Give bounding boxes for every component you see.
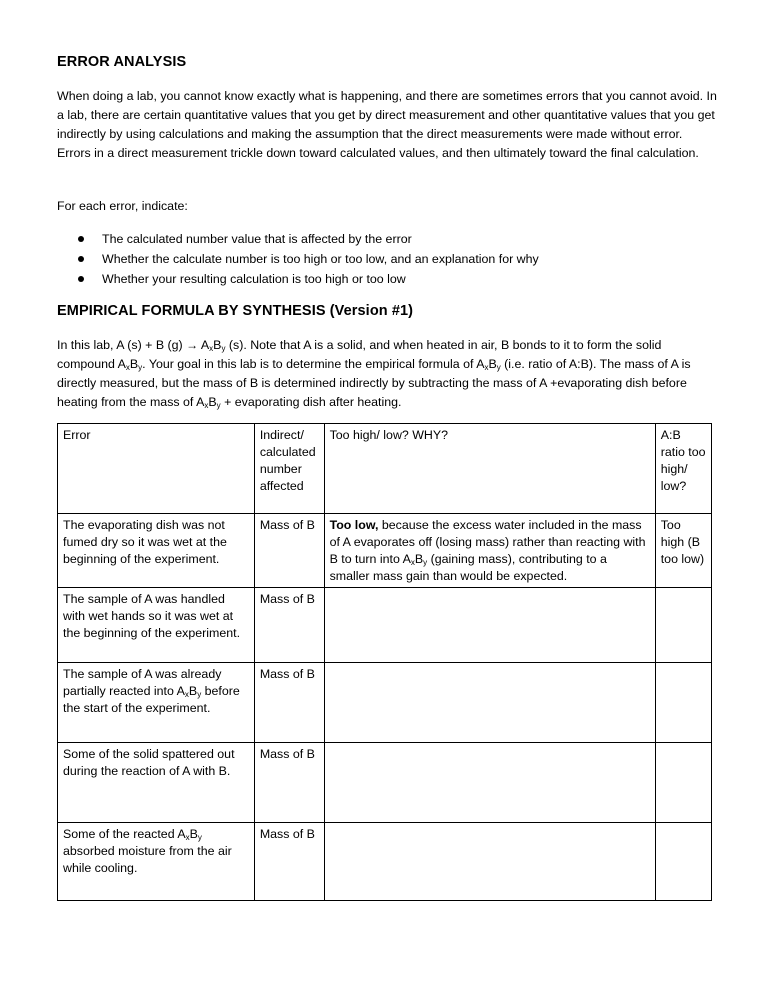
lab-text: (i.e. ratio of A:B). The mass of A is directly measured, but the mass of B is determined indirectly by subtracting the mass of A +evaporating dish before heating from the mass of A: [57, 357, 691, 409]
header-ratio: A:B ratio too high/ low?: [655, 424, 711, 514]
affected-cell: Mass of B: [254, 743, 324, 823]
lab-text: (s). Note that A is a solid, and when heated in air, B bonds to it to form the solid compound A: [57, 338, 662, 371]
error-analysis-table: [57, 423, 712, 901]
lab-text: A: [198, 338, 210, 352]
ratio-cell[interactable]: [655, 588, 711, 663]
subscript: x: [410, 558, 415, 567]
bullet-icon: [78, 256, 84, 262]
affected-cell: Mass of B: [254, 514, 324, 588]
subscript: x: [484, 363, 489, 372]
header-indirect: Indirect/ calculated number affected: [254, 424, 324, 514]
header-why: Too high/ low? WHY?: [324, 424, 655, 514]
subscript: x: [125, 363, 130, 372]
table-row: [58, 514, 712, 588]
error-text: B: [188, 684, 198, 698]
intro-paragraph: When doing a lab, you cannot know exactly what is happening, and there are sometimes errors that you cannot avoid. In a lab, there are certain quantitative values that you get by direct measurement and other quantitative values that you get indirectly by using calculations and making the assumption that the direct measurements were made without error. Errors in a direct measurement trickle down toward calculated values, and then ultimately toward the final calculation.: [57, 89, 717, 160]
list-item: [57, 229, 717, 249]
subscript: x: [209, 344, 214, 353]
table-row: [58, 588, 712, 663]
error-cell: The evaporating dish was not fumed dry so it was wet at the beginning of the experiment.: [58, 514, 255, 588]
lab-text: B: [488, 357, 497, 371]
error-text: B: [189, 827, 198, 841]
lab-description: [57, 336, 717, 412]
prompt-text: For each error, indicate:: [57, 199, 188, 213]
ratio-cell[interactable]: [655, 823, 711, 901]
bullet-icon: [78, 236, 84, 242]
table-row: [58, 743, 712, 823]
list-item: [57, 249, 717, 269]
ratio-cell[interactable]: [655, 663, 711, 743]
error-text: absorbed moisture from the air while cooling.: [63, 844, 232, 875]
affected-cell: Mass of B: [254, 588, 324, 663]
error-text: The sample of A was already partially reacted into A: [63, 667, 222, 698]
subscript: y: [221, 344, 226, 353]
subscript: y: [197, 833, 202, 842]
arrow-icon: →: [186, 338, 199, 352]
lab-text: + evaporating dish after heating.: [220, 395, 402, 409]
subscript: y: [216, 401, 221, 410]
list-item-text: Whether the calculate number is too high or too low, and an explanation for why: [102, 252, 539, 266]
list-item: [57, 269, 717, 289]
subscript: x: [204, 401, 209, 410]
ratio-cell[interactable]: [655, 743, 711, 823]
empirical-formula-heading: EMPIRICAL FORMULA BY SYNTHESIS (Version #1): [57, 303, 414, 319]
error-analysis-heading: ERROR ANALYSIS: [57, 54, 187, 70]
affected-cell: Mass of B: [254, 823, 324, 901]
lab-text: B: [208, 395, 217, 409]
answer-text: (gaining mass), contributing to a smaller mass gain than would be expected.: [329, 552, 607, 583]
subscript: y: [138, 363, 143, 372]
affected-cell: Mass of B: [254, 663, 324, 743]
bullet-icon: [78, 276, 84, 282]
why-cell[interactable]: [324, 743, 655, 823]
answer-text: because the excess water included in the mass of A evaporates off (losing mass) rather than reacting with B to turn into A: [329, 518, 646, 566]
list-item-text: Whether your resulting calculation is too high or too low: [102, 272, 406, 286]
subscript: y: [496, 363, 501, 372]
subscript: y: [423, 558, 428, 567]
error-cell: [58, 823, 255, 901]
ratio-cell[interactable]: Too high (B too low): [655, 514, 711, 588]
header-error: Error: [58, 424, 255, 514]
error-cell: [58, 663, 255, 743]
list-item-text: The calculated number value that is affected by the error: [102, 232, 412, 246]
why-cell[interactable]: [324, 823, 655, 901]
answer-emphasis: Too low,: [329, 518, 379, 532]
subscript: x: [185, 833, 190, 842]
lab-text: In this lab, A (s) + B (g): [57, 338, 183, 352]
error-cell: Some of the solid spattered out during the reaction of A with B.: [58, 743, 255, 823]
answer-text: B: [414, 552, 424, 566]
error-text: before the start of the experiment.: [63, 684, 240, 715]
table-header-row: [58, 424, 712, 514]
why-cell[interactable]: [324, 514, 655, 588]
subscript: y: [197, 690, 202, 699]
why-cell[interactable]: [324, 588, 655, 663]
lab-text: B: [213, 338, 222, 352]
error-text: Some of the reacted A: [63, 827, 186, 841]
table-row: [58, 823, 712, 901]
instruction-list: [57, 229, 717, 289]
subscript: x: [184, 690, 189, 699]
lab-text: . Your goal in this lab is to determine the empirical formula of A: [142, 357, 485, 371]
table-row: [58, 663, 712, 743]
lab-text: B: [129, 357, 139, 371]
error-cell: The sample of A was handled with wet hands so it was wet at the beginning of the experiment.: [58, 588, 255, 663]
why-cell[interactable]: [324, 663, 655, 743]
